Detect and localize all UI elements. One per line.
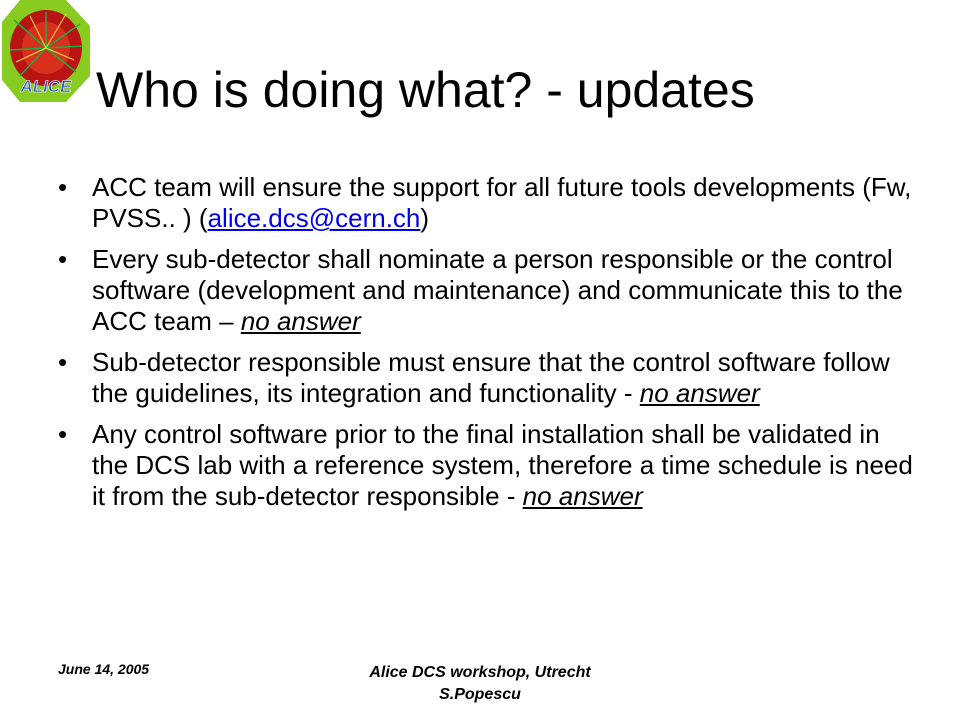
bullet-dot: •	[58, 347, 68, 377]
slide-title: Who is doing what? - updates	[96, 62, 755, 118]
footer-author: S.Popescu	[439, 686, 521, 703]
bullet-item-2	[58, 244, 918, 337]
bullet-dot: •	[58, 244, 68, 274]
bullet-list	[58, 172, 918, 522]
footer-workshop-line: Alice DCS workshop, Utrecht	[369, 664, 591, 681]
bullet-text: Sub-detector responsible must ensure that the control software follow the guidelines, its integration and functionality - no answer	[92, 347, 890, 408]
bullet-item-3	[58, 347, 918, 409]
no-answer-status: no answer	[639, 378, 760, 408]
footer-date: June 14, 2005	[58, 661, 150, 677]
bullet-item-4	[58, 419, 918, 512]
bullet-text: Any control software prior to the final installation shall be validated in the DCS lab with a reference system, therefore a time schedule is need it from the sub-detector responsible - no answer	[92, 419, 913, 511]
bullet-dot: •	[58, 419, 68, 449]
footer-workshop	[300, 662, 660, 706]
email-link[interactable]: alice.dcs@cern.ch	[207, 203, 421, 233]
no-answer-status: no answer	[240, 306, 361, 336]
bullet-text: ACC team will ensure the support for all future tools developments (Fw, PVSS.. ) (alice.dcs@cern.ch)	[92, 172, 912, 233]
no-answer-status: no answer	[522, 481, 643, 511]
bullet-item-1	[58, 172, 918, 234]
logo-text: ALICE	[20, 77, 72, 96]
bullet-text: Every sub-detector shall nominate a person responsible or the control software (development and maintenance) and communicate this to the ACC team – no answer	[92, 244, 903, 336]
alice-logo-graphic	[0, 0, 96, 104]
alice-logo	[0, 0, 96, 104]
bullet-dot: •	[58, 172, 68, 202]
